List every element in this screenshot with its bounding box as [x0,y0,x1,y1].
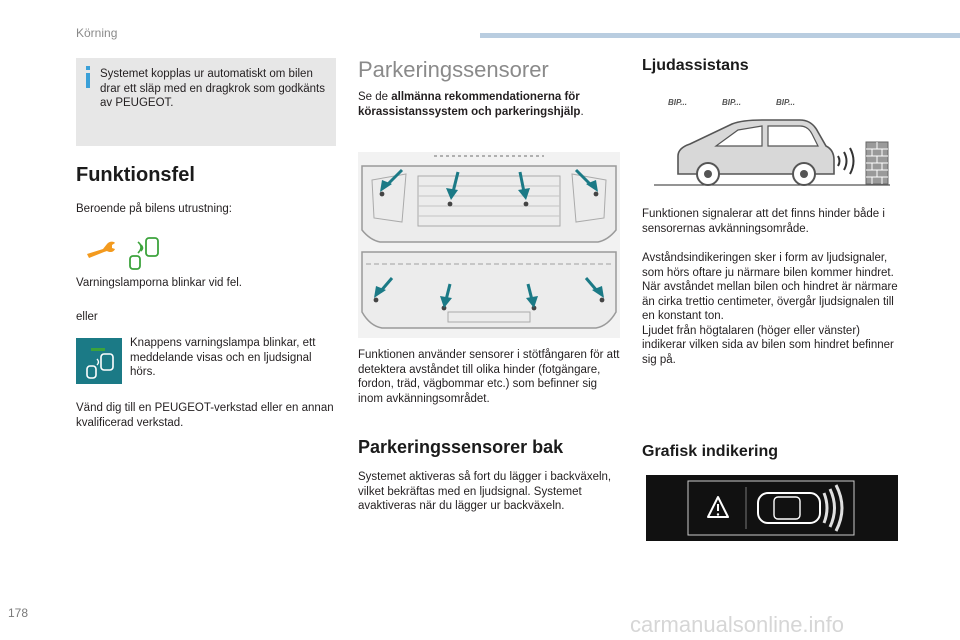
text-ljud-signalerar: Funktionen signalerar att det finns hinder både i sensorernas avkänningsområde. [642,208,885,235]
bip-label-1: BIP... [668,98,687,107]
graphic-display-figure [646,475,898,541]
bumper-sensors-figure [358,152,620,338]
info-box-text: Systemet kopplas ur automatiskt om bilen drar ett släp med en dragkrok som godkänts av PEUGEOT. [100,68,326,109]
intro-text: Se de allmänna rekommendationerna för körassistanssystem och parkeringshjälp. [358,91,584,118]
heading-grafisk-indikering: Grafisk indikering [642,443,779,460]
text-avstandsindikering: Avståndsindikeringen sker i form av ljudsignaler, som hörs oftare ju närmare bilen kommer hindret. När avståndet mellan bilen och hindret är närmare än cirka trettio centimeter, övergår ljudsignalen till en konstant ton. Ljudet från högtalaren (höger eller vänster) indikerar vilken sida av bilen som hindret befinner sig på. [642,252,898,366]
info-icon [84,66,92,88]
heading-parkeringssensorer: Parkeringssensorer [358,57,549,82]
bip-label-2: BIP... [722,98,741,107]
header-section-label: Körning [76,26,118,40]
header-bar [480,33,960,38]
watermark: carmanualsonline.info [630,612,845,637]
heading-ljudassistans: Ljudassistans [642,57,749,74]
text-varningslampor: Varningslamporna blinkar vid fel. [76,277,242,289]
heading-parkeringssensorer-bak: Parkeringssensorer bak [358,437,564,457]
text-verkstad: Vänd dig till en PEUGEOT-verkstad eller en annan kvalificerad verkstad. [76,402,334,429]
wrench-icon [85,238,117,260]
page-number: 178 [8,606,29,620]
park-sensor-button-icon [76,338,122,384]
heading-funktionsfel: Funktionsfel [76,164,195,186]
info-box [76,58,336,146]
park-sensor-warning-icon [124,234,164,274]
text-funktionen-sensorer: Funktionen använder sensorer i stötfångaren för att detektera avståndet till olika hinder (fotgängare, fordon, träd, vägbommar etc.) som befinner sig inom avkänningsområdet. [358,349,620,405]
text-utrustning: Beroende på bilens utrustning: [76,203,232,215]
text-backvaxel: Systemet aktiveras så fort du lägger i backväxeln, vilket bekräftas med en ljudsignal. Systemet avaktiveras när du lägger ur backväxeln. [358,471,612,512]
bip-label-3: BIP... [776,98,795,107]
text-eller: eller [76,311,98,323]
car-audio-figure [650,112,894,190]
text-knappens: Knappens varningslampa blinkar, ett meddelande visas och en ljudsignal hörs. [130,337,316,378]
